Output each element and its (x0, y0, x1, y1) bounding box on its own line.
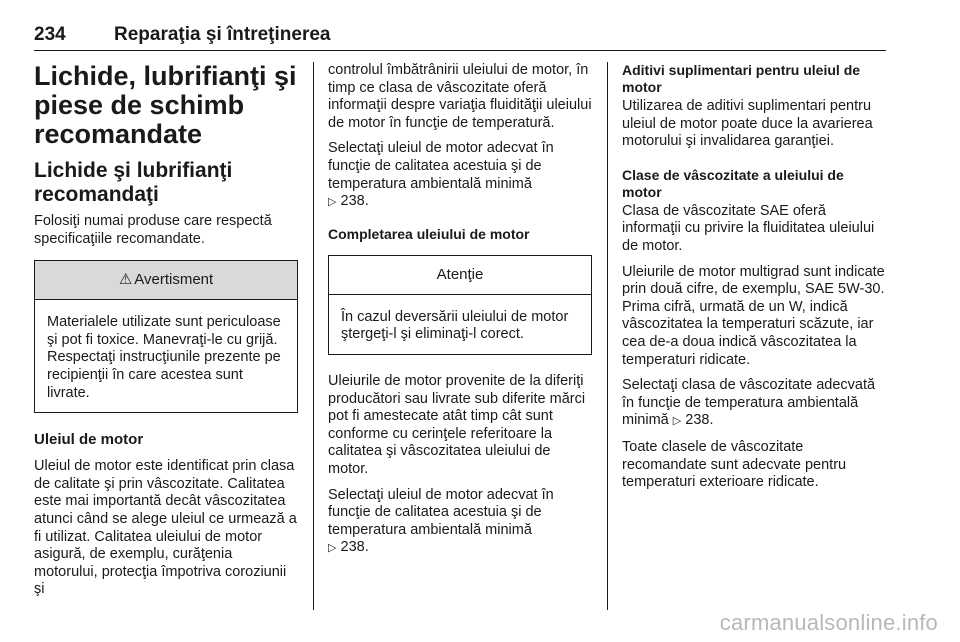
page-number: 234 (34, 24, 66, 45)
caution-box-body (329, 295, 591, 354)
caution-box (328, 255, 592, 355)
select-class-paragraph (622, 377, 886, 431)
warning-box-body (35, 300, 297, 412)
select-oil-paragraph-2 (328, 487, 592, 558)
page-reference-link[interactable]: 238. (685, 412, 714, 429)
column-3 (622, 62, 886, 500)
sub-heading: Lichide şi lubrifianţi recomandaţi (34, 159, 233, 206)
engine-oil-heading: Uleiul de motor (34, 431, 144, 449)
page-reference-link[interactable]: 238. (340, 539, 369, 556)
warning-box-header (35, 261, 297, 300)
select-oil-text-2: Selectaţi uleiul de motor adecvat în funcţie de calitatea acestuia şi de temperatura ambientală minimă (328, 486, 554, 538)
page-reference-link[interactable]: 238. (340, 193, 369, 210)
column-divider-1 (313, 62, 314, 610)
column-divider-2 (607, 62, 608, 610)
mixing-paragraph: Uleiurile de motor provenite de la diferiţi producători sau livrate sub diferite mărci pot fi amestecate atât timp cât sunt conforme cu cerinţele referitoare la calitatea şi vâscozitatea uleiului de motor. (328, 372, 586, 477)
caution-box-header: Atenţie (329, 256, 591, 295)
select-oil-paragraph-1 (328, 140, 592, 211)
caution-text: În cazul deversării uleiului de motor ştergeţi-l şi eliminaţi-l corect. (341, 308, 569, 343)
intro-paragraph: Folosiţi numai produse care respectă specificaţiile recomandate. (34, 213, 272, 247)
page-reference-arrow-icon: ▷ (328, 196, 337, 209)
viscosity-paragraph: Clasa de vâscozitate SAE oferă informaţii cu privire la fluiditatea uleiului de motor. (622, 202, 875, 254)
multigrade-paragraph: Uleiurile de motor multigrad sunt indicate prin două cifre, de exemplu, SAE 5W-30. Prima cifră, urmată de un W, indică vâscozitatea la temperaturi scăzute, iar cea de-a doua indică vâscozitatea la temperaturi ridicate. (622, 263, 885, 368)
additives-heading: Aditivi suplimentari pentru uleiul de motor (622, 62, 861, 95)
engine-oil-paragraph: Uleiul de motor este identificat prin clasa de calitate şi prin vâscozitate. Calitatea este mai importantă decât vâscozitatea atunci când se alege uleiul ce urmează a fi utilizat. Calitatea uleiului de motor asigură, de exemplu, curăţenia motorului, protecţia împotriva coroziunii şi (34, 458, 297, 598)
section-title: Reparaţia şi întreţinerea (114, 24, 331, 45)
all-classes-paragraph: Toate clasele de vâscozitate recomandate sunt adecvate pentru temperaturi exterioare ridicate. (622, 438, 847, 491)
page-header (34, 24, 886, 51)
page-reference-arrow-icon: ▷ (672, 415, 682, 428)
additives-paragraph: Utilizarea de aditivi suplimentari pentru uleiul de motor poate duce la avarierea motorului şi invalidarea garanţiei. (622, 98, 873, 150)
watermark: carmanualsonline.info (719, 610, 938, 635)
warning-box (34, 260, 298, 413)
continuation-paragraph: controlul îmbătrânirii uleiului de motor, în timp ce clasa de vâscozitate oferă informaţii despre variaţia fluidităţii uleiului de motor în funcţie de temperatură. (328, 62, 592, 131)
main-heading: Lichide, lubrifianţi şi piese de schimb recomandate (34, 61, 297, 149)
select-class-text: Selectaţi clasa de vâscozitate adecvată în funcţie de temperatura ambientală minimă (622, 377, 876, 429)
column-2 (328, 62, 592, 566)
warning-triangle-icon: ⚠ (118, 271, 133, 289)
page-reference-arrow-icon: ▷ (328, 542, 337, 555)
warning-text: Materialele utilizate sunt periculoase şi pot fi toxice. Manevraţi-le cu grijă. Respectaţi instrucţiunile prezente pe recipienţii în care acestea sunt livrate. (47, 314, 281, 401)
column-1 (34, 62, 298, 607)
select-oil-text-1: Selectaţi uleiul de motor adecvat în funcţie de calitatea acestuia şi de temperatura ambientală minimă (328, 140, 554, 192)
viscosity-heading: Clase de vâscozitate a uleiului de motor (622, 166, 844, 200)
warning-label: Avertisment (134, 271, 214, 289)
topping-heading: Completarea uleiului de motor (328, 225, 530, 242)
